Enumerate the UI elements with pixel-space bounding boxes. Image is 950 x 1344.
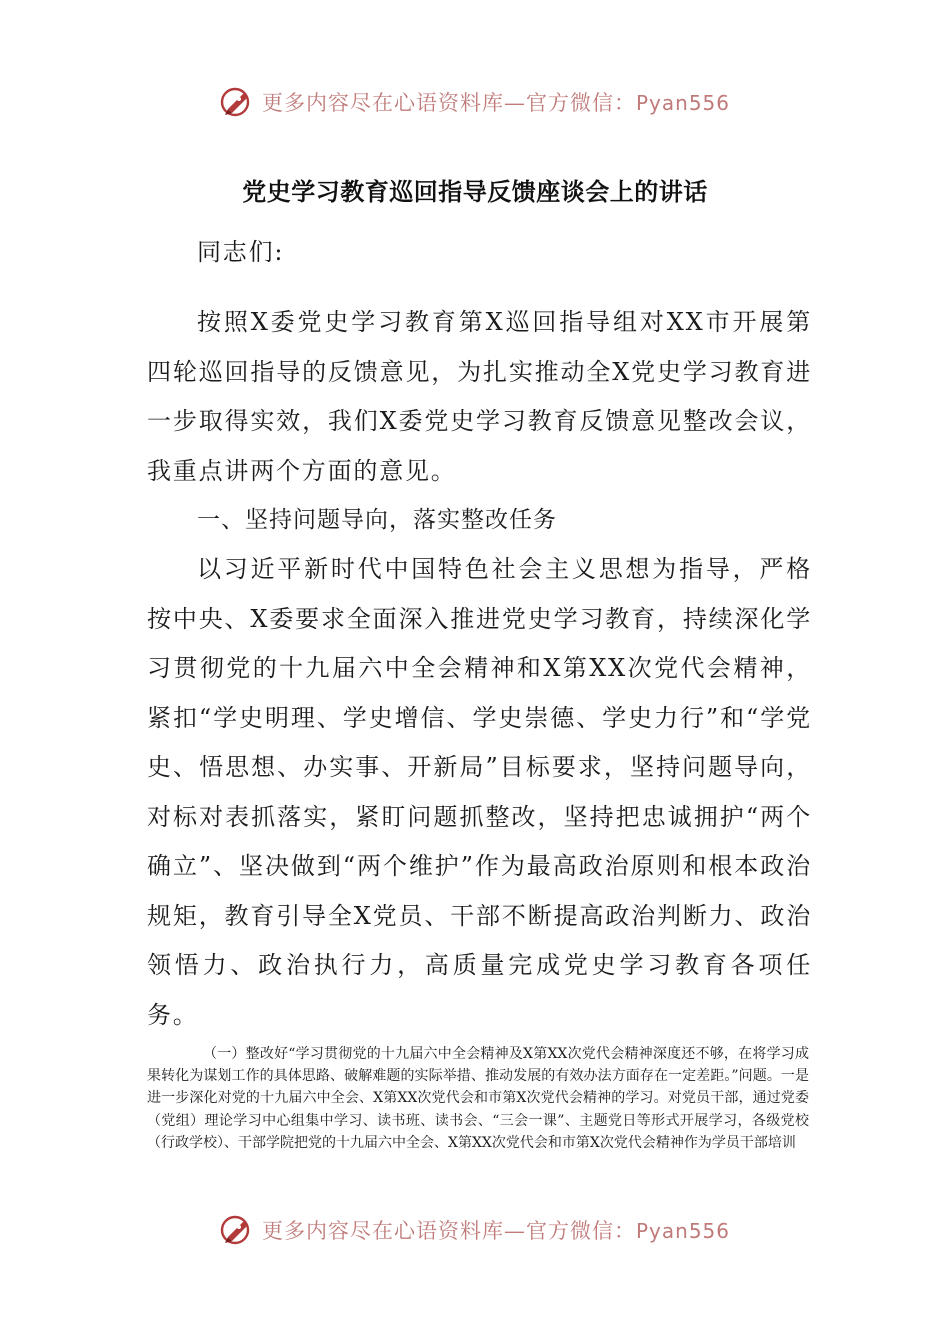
paragraph-guidance: 以习近平新时代中国特色社会主义思想为指导，严格按中央、X委要求全面深入推进党史学习教育，持续深化学习贯彻党的十九届六中全会精神和X第XX次党代会精神，紧扣“学史明理、学史增信、学史崇德、学史力行”和“学党史、悟思想、办实事、开新局”目标要求，坚持问题导向，对标对表抓落实，紧盯问题抓整改，坚持把忠诚拥护“两个确立”、坚决做到“两个维护”作为最高政治原则和根本政治规矩，教育引导全X党员、干部不断提高政治判断力、政治领悟力、政治执行力，高质量完成党史学习教育各项任务。: [147, 555, 812, 1029]
watermark-footer: [0, 1210, 950, 1250]
watermark-label: [262, 87, 730, 117]
watermark-id: Pyan556: [635, 1219, 730, 1243]
watermark-label: [262, 1215, 730, 1245]
salutation: 同志们:: [197, 238, 285, 266]
watermark-text: 更多内容尽在心语资料库—官方微信：: [261, 91, 636, 115]
paragraph-intro: 按照X委党史学习教育第X巡回指导组对XX市开展第四轮巡回指导的反馈意见，为扎实推动全X党史学习教育进一步取得实效，我们X委党史学习教育反馈意见整改会议，我重点讲两个方面的意见。: [147, 308, 812, 485]
pen-logo-icon: [220, 1213, 254, 1247]
document-title: 党史学习教育巡回指导反馈座谈会上的讲话: [242, 178, 708, 206]
paragraph-rectification: （一）整改好“学习贯彻党的十九届六中全会精神及X第XX次党代会精神深度还不够，在将学习成果转化为谋划工作的具体思路、破解难题的实际举措、推动发展的有效办法方面存在一定差距。”问题。一是进一步深化对党的十九届六中全会、X第XX次党代会和市第X次党代会精神的学习。对党员干部，通过党委（党组）理论学习中心组集中学习、读书班、读书会、“三会一课”、主题党日等形式开展学习，各级党校（行政学校）、干部学院把党的十九届六中全会、X第XX次党代会和市第X次党代会精神作为学员干部培训: [147, 1046, 809, 1151]
pen-logo-icon: [220, 85, 254, 119]
section-heading: 一、坚持问题导向，落实整改任务: [197, 507, 557, 533]
watermark-header: [0, 82, 950, 122]
watermark-text: 更多内容尽在心语资料库—官方微信：: [261, 1219, 636, 1243]
watermark-id: Pyan556: [635, 91, 730, 115]
